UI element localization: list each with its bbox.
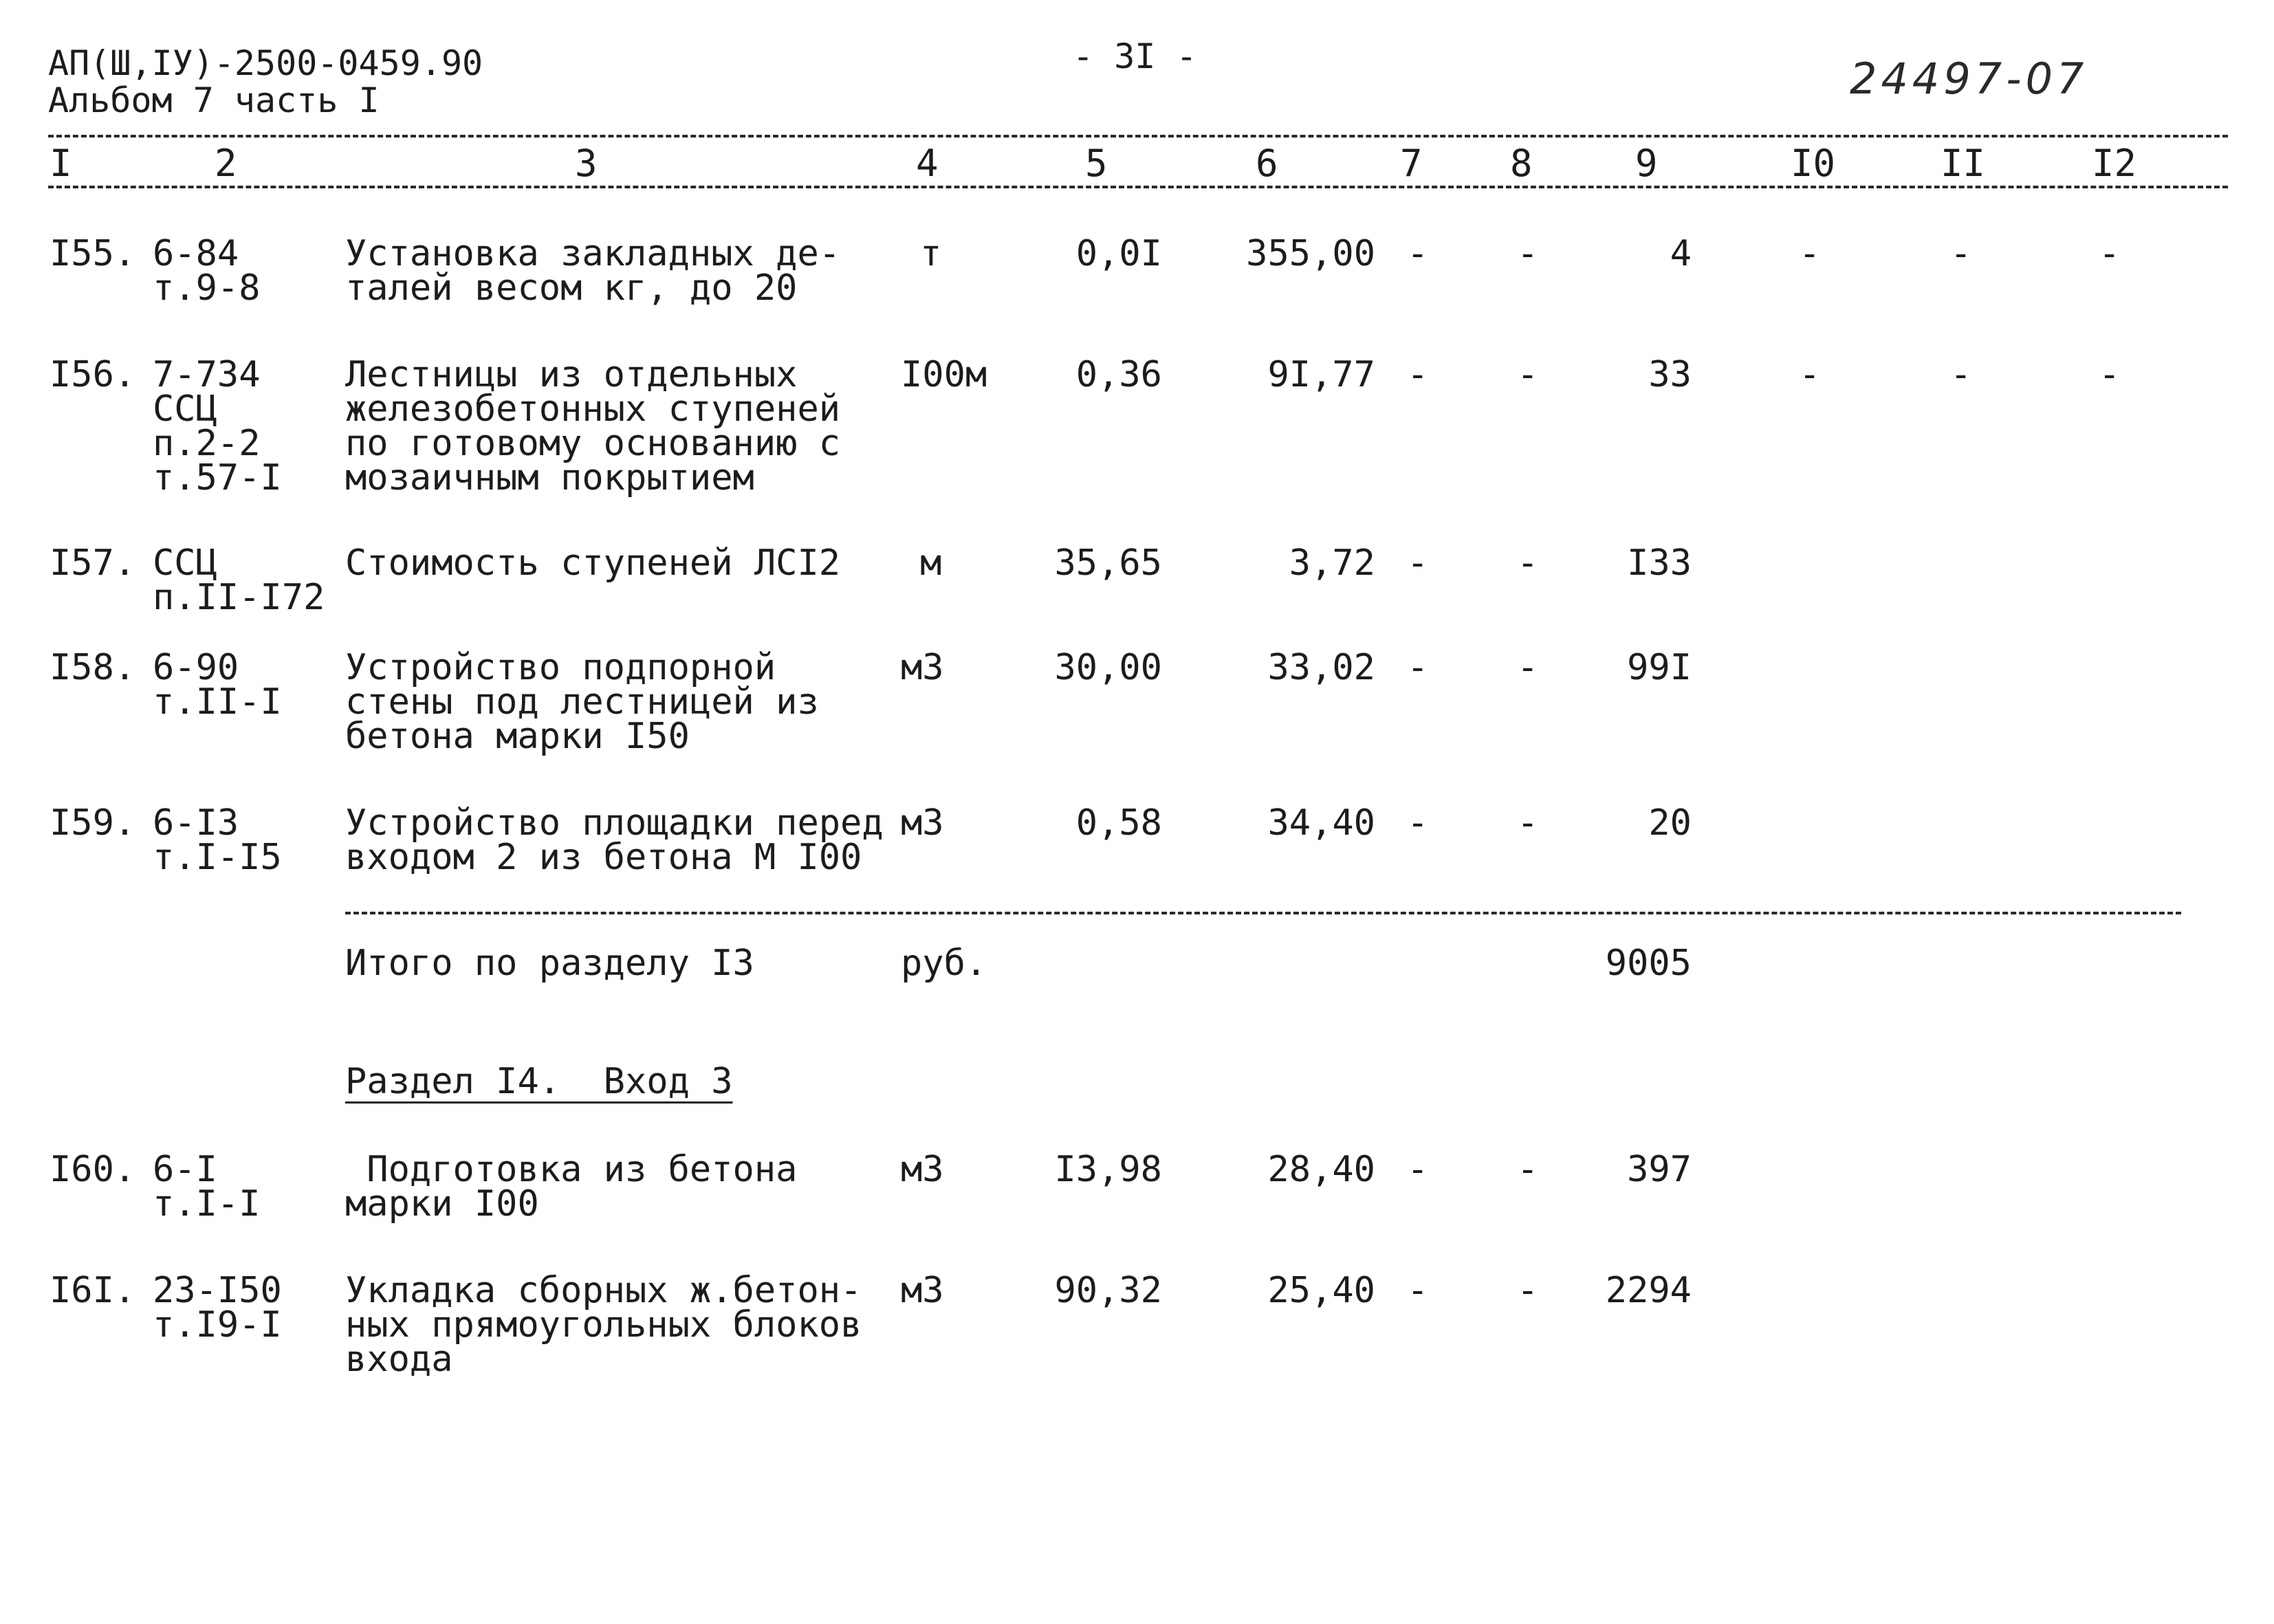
col7-value: - [1407,1149,1429,1190]
row-number: I60. [50,1149,136,1190]
col8-value: - [1517,802,1539,844]
unit: м3 [901,1270,944,1311]
norm-code: 23-I50 т.I9-I [153,1270,282,1346]
col7-value: - [1407,354,1429,395]
col8-value: - [1517,647,1539,688]
unit: м [920,542,942,584]
col10-value: - [1799,233,1821,274]
document-code: АП(Ш,IУ)-2500-0459.90 [48,43,483,83]
total-cost: 20 [1648,802,1692,844]
quantity: 0,36 [1075,354,1162,395]
unit: м3 [901,1149,944,1190]
page-number: - 3I - [1073,36,1197,76]
total-cost: 33 [1648,354,1692,395]
total-cost: 2294 [1605,1270,1692,1311]
norm-code: 6-90 т.II-I [153,647,282,723]
row-number: I6I. [50,1270,136,1311]
column-number: 4 [916,142,939,185]
header-divider-top [48,135,2228,138]
work-description: Подготовка из бетона марки I00 [345,1149,798,1225]
quantity: 0,58 [1075,802,1162,844]
norm-code: 7-734 ССЦ п.2-2 т.57-I [153,354,282,498]
total-unit: руб. [901,943,987,984]
row-number: I56. [50,354,136,395]
col12-value: - [2099,354,2121,395]
column-number: 9 [1635,142,1658,185]
total-cost: I33 [1627,542,1692,584]
work-description: Установка закладных де- талей весом кг, до 20 [345,233,841,309]
column-number: 2 [215,142,237,185]
unit-price: 355,00 [1246,233,1375,274]
col8-value: - [1517,1270,1539,1311]
unit-price: 25,40 [1267,1270,1375,1311]
column-number: 3 [575,142,598,185]
col7-value: - [1407,233,1429,274]
column-number: I0 [1791,142,1836,185]
work-description: Лестницы из отдельных железобетонных ступеней по готовому основанию с мозаичным покрытием [345,354,841,498]
header-divider-bottom [48,186,2228,188]
total-value: 9005 [1605,943,1692,984]
unit: м3 [901,647,944,688]
section-title: Раздел I4. Вход 3 [345,1061,733,1102]
col7-value: - [1407,542,1429,584]
column-number: 7 [1400,142,1423,185]
col8-value: - [1517,542,1539,584]
quantity: 35,65 [1054,542,1162,584]
col8-value: - [1517,1149,1539,1190]
column-number: I2 [2092,142,2137,185]
column-number: II [1940,142,1986,185]
col8-value: - [1517,233,1539,274]
col7-value: - [1407,1270,1429,1311]
column-number: I [50,142,72,185]
unit: м3 [901,802,944,844]
unit-price: 9I,77 [1267,354,1375,395]
unit-price: 28,40 [1267,1149,1375,1190]
column-number: 8 [1510,142,1533,185]
work-description: Устройство подпорной стены под лестницей из бетона марки I50 [345,647,819,757]
total-cost: 4 [1670,233,1692,274]
row-number: I59. [50,802,136,844]
norm-code: 6-I3 т.I-I5 [153,802,282,878]
quantity: 90,32 [1054,1270,1162,1311]
work-description: Стоимость ступеней ЛСI2 [345,542,841,584]
col11-value: - [1950,233,1972,274]
column-number: 6 [1256,142,1278,185]
unit-price: 33,02 [1267,647,1375,688]
norm-code: ССЦ п.II-I72 [153,542,325,618]
unit: т [920,233,942,274]
subtotal-divider [345,912,2181,914]
work-description: Устройство площадки перед входом 2 из бетона М I00 [345,802,884,878]
unit-price: 3,72 [1289,542,1375,584]
work-description: Укладка сборных ж.бетон- ных прямоугольных блоков входа [345,1270,862,1380]
norm-code: 6-I т.I-I [153,1149,261,1225]
row-number: I55. [50,233,136,274]
col10-value: - [1799,354,1821,395]
col8-value: - [1517,354,1539,395]
row-number: I57. [50,542,136,584]
row-number: I58. [50,647,136,688]
quantity: I3,98 [1054,1149,1162,1190]
column-number: 5 [1085,142,1108,185]
col12-value: - [2099,233,2121,274]
col11-value: - [1950,354,1972,395]
unit: I00м [901,354,987,395]
album-label: Альбом 7 часть I [48,80,380,120]
total-label: Итого по разделу I3 [345,943,754,984]
handwritten-inventory-number: 24497-07 [1850,54,2088,104]
total-cost: 99I [1627,647,1692,688]
col7-value: - [1407,802,1429,844]
quantity: 0,0I [1075,233,1162,274]
col7-value: - [1407,647,1429,688]
norm-code: 6-84 т.9-8 [153,233,261,309]
quantity: 30,00 [1054,647,1162,688]
total-cost: 397 [1627,1149,1692,1190]
unit-price: 34,40 [1267,802,1375,844]
